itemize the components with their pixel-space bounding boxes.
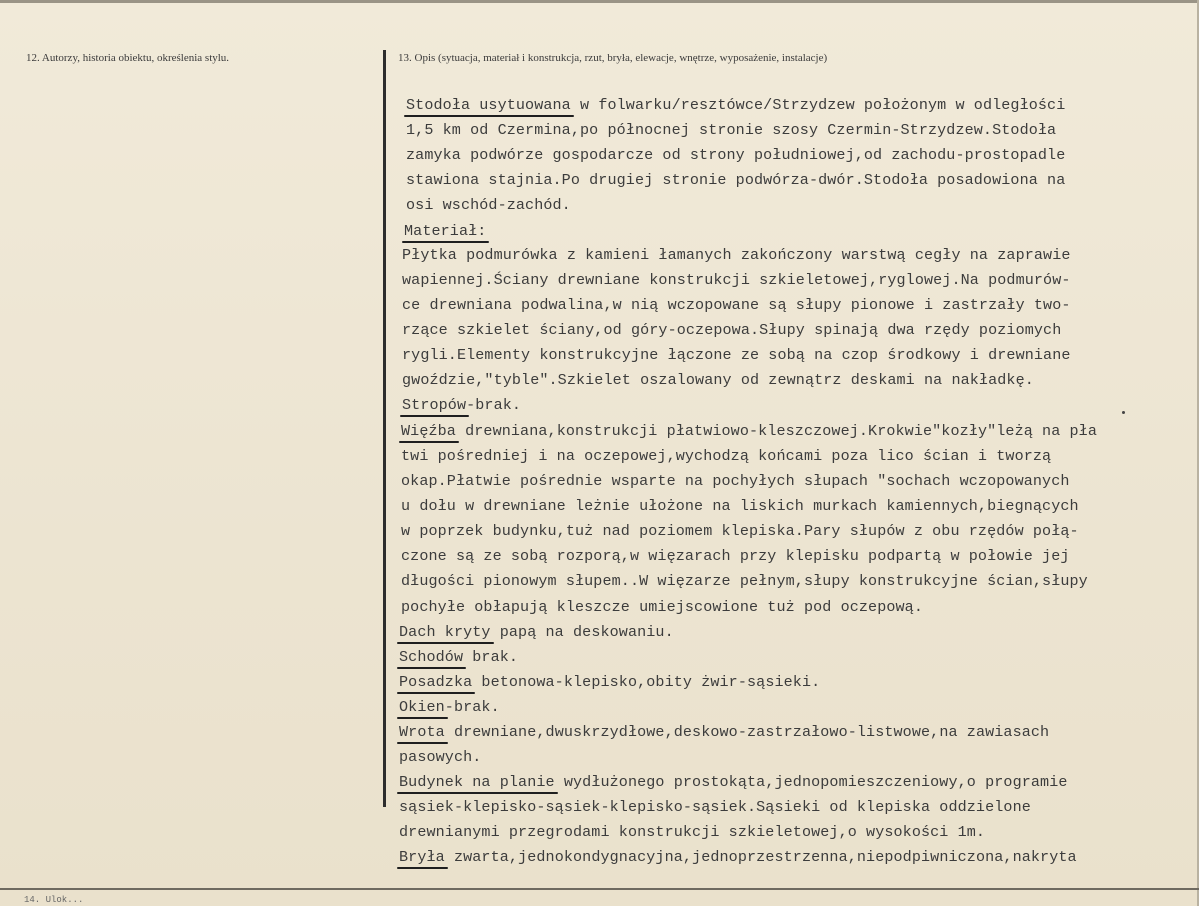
text-line xyxy=(399,648,518,666)
underlined-heading: Posadzka xyxy=(399,673,473,691)
text-line xyxy=(401,422,1097,440)
text-line xyxy=(401,522,1079,540)
text-line xyxy=(401,598,923,616)
line-text: wydłużonego prostokąta,jednopomieszczeniowy,o programie xyxy=(554,773,1068,791)
text-line xyxy=(401,572,1088,590)
underlined-heading: Materiał: xyxy=(404,222,487,240)
section-13-header: 13. Opis (sytuacja, materiał i konstrukcja, rzut, bryła, elewacje, wnętrze, wyposażenie, instalacje) xyxy=(398,52,828,64)
line-text: sąsiek-klepisko-sąsiek-klepisko-sąsiek.Sąsieki od klepiska oddzielone xyxy=(399,798,1031,816)
text-line xyxy=(399,748,481,766)
underlined-heading: Dach kryty xyxy=(399,623,491,641)
section-12-header: 12. Autorzy, historia obiektu, określenia stylu. xyxy=(26,52,230,64)
footer-fragment: 14. Ulok... xyxy=(24,895,84,903)
text-line xyxy=(399,798,1031,816)
line-text: pasowych. xyxy=(399,748,482,766)
underlined-heading: Stropów xyxy=(402,396,467,414)
column-divider xyxy=(383,50,386,807)
text-line xyxy=(406,146,1065,164)
text-line xyxy=(402,371,1034,389)
line-text: brak. xyxy=(463,648,519,666)
underlined-heading: Bryła xyxy=(399,848,445,866)
line-text: gwoździe,"tyble".Szkielet oszalowany od zewnątrz deskami na nakładkę. xyxy=(402,371,1034,389)
text-line xyxy=(402,296,1071,314)
text-line xyxy=(402,346,1071,364)
line-text: drewniane,dwuskrzydłowe,deskowo-zastrzałowo-listwowe,na zawiasach xyxy=(444,723,1050,741)
line-text: stawiona stajnia.Po drugiej stronie podwórza-dwór.Stodoła posadowiona na xyxy=(406,171,1066,189)
underlined-heading: Budynek na planie xyxy=(399,773,555,791)
line-text: ce drewniana podwalina,w nią wczopowane są słupy pionowe i zastrzały two- xyxy=(402,296,1071,314)
underlined-heading: Okien xyxy=(399,698,445,716)
ink-speck xyxy=(1122,411,1125,414)
text-line xyxy=(401,447,1051,465)
text-line xyxy=(401,472,1070,490)
line-text: okap.Płatwie pośrednie wsparte na pochyłych słupach "sochach wczopowanych xyxy=(401,472,1070,490)
line-text: twi pośredniej i na oczepowej,wychodzą końcami poza lico ścian i tworzą xyxy=(401,447,1052,465)
line-text: papą na deskowaniu. xyxy=(490,623,674,641)
text-line xyxy=(399,848,1077,866)
line-text: zamyka podwórze gospodarcze od strony południowej,od zachodu-prostopadle xyxy=(406,146,1066,164)
line-text: rzące szkielet ściany,od góry-oczepowa.Słupy spinają dwa rzędy poziomych xyxy=(402,321,1062,339)
line-text: pochyłe obłapują kleszcze umiejscowione tuż pod oczepową. xyxy=(401,598,923,616)
text-line xyxy=(399,773,1068,791)
text-line xyxy=(399,623,674,641)
text-line xyxy=(406,171,1065,189)
text-line xyxy=(404,222,486,240)
line-text: w poprzek budynku,tuż nad poziomem klepiska.Pary słupów z obu rzędów połą- xyxy=(401,522,1079,540)
bottom-border xyxy=(0,888,1199,890)
text-line xyxy=(401,547,1070,565)
text-line xyxy=(401,497,1079,515)
text-line xyxy=(399,823,985,841)
line-text: -brak. xyxy=(444,698,500,716)
line-text: -brak. xyxy=(466,396,522,414)
underlined-heading: Schodów xyxy=(399,648,464,666)
line-text: u dołu w drewniane leżnie ułożone na liskich murkach kamiennych,biegnących xyxy=(401,497,1079,515)
text-line xyxy=(399,698,500,716)
line-text: w folwarku/resztówce/Strzydzew położonym w odległości xyxy=(570,96,1066,114)
line-text: drewnianymi przegrodami konstrukcji szkieletowej,o wysokości 1m. xyxy=(399,823,986,841)
line-text: długości pionowym słupem..W więzarze pełnym,słupy konstrukcyjne ścian,słupy xyxy=(401,572,1088,590)
underlined-heading: Wrota xyxy=(399,723,445,741)
text-line xyxy=(406,196,571,214)
text-line xyxy=(406,96,1065,114)
top-border xyxy=(0,0,1199,3)
line-text: rygli.Elementy konstrukcyjne łączone ze sobą na czop środkowy i drewniane xyxy=(402,346,1071,364)
line-text: osi wschód-zachód. xyxy=(406,196,571,214)
underlined-heading: Stodoła usytuowana xyxy=(406,96,571,114)
line-text: drewniana,konstrukcji płatwiowo-kleszczowej.Krokwie"kozły"leżą na pła xyxy=(455,422,1097,440)
text-line xyxy=(402,321,1061,339)
text-line xyxy=(402,271,1071,289)
text-line xyxy=(406,121,1056,139)
line-text: Płytka podmurówka z kamieni łamanych zakończony warstwą cegły na zaprawie xyxy=(402,246,1071,264)
line-text: czone są ze sobą rozporą,w więzarach przy klepisku podpartą w połowie jej xyxy=(401,547,1070,565)
line-text: betonowa-klepisko,obity żwir-sąsieki. xyxy=(472,673,821,691)
line-text: zwarta,jednokondygnacyjna,jednoprzestrzenna,niepodpiwniczona,nakryta xyxy=(444,848,1077,866)
text-line xyxy=(399,723,1049,741)
text-line xyxy=(399,673,820,691)
text-line xyxy=(402,246,1071,264)
text-line xyxy=(402,396,521,414)
line-text: 1,5 km od Czermina,po północnej stronie szosy Czermin-Strzydzew.Stodoła xyxy=(406,121,1057,139)
underlined-heading: Więźba xyxy=(401,422,456,440)
line-text: wapiennej.Ściany drewniane konstrukcji szkieletowej,ryglowej.Na podmurów- xyxy=(402,271,1071,289)
